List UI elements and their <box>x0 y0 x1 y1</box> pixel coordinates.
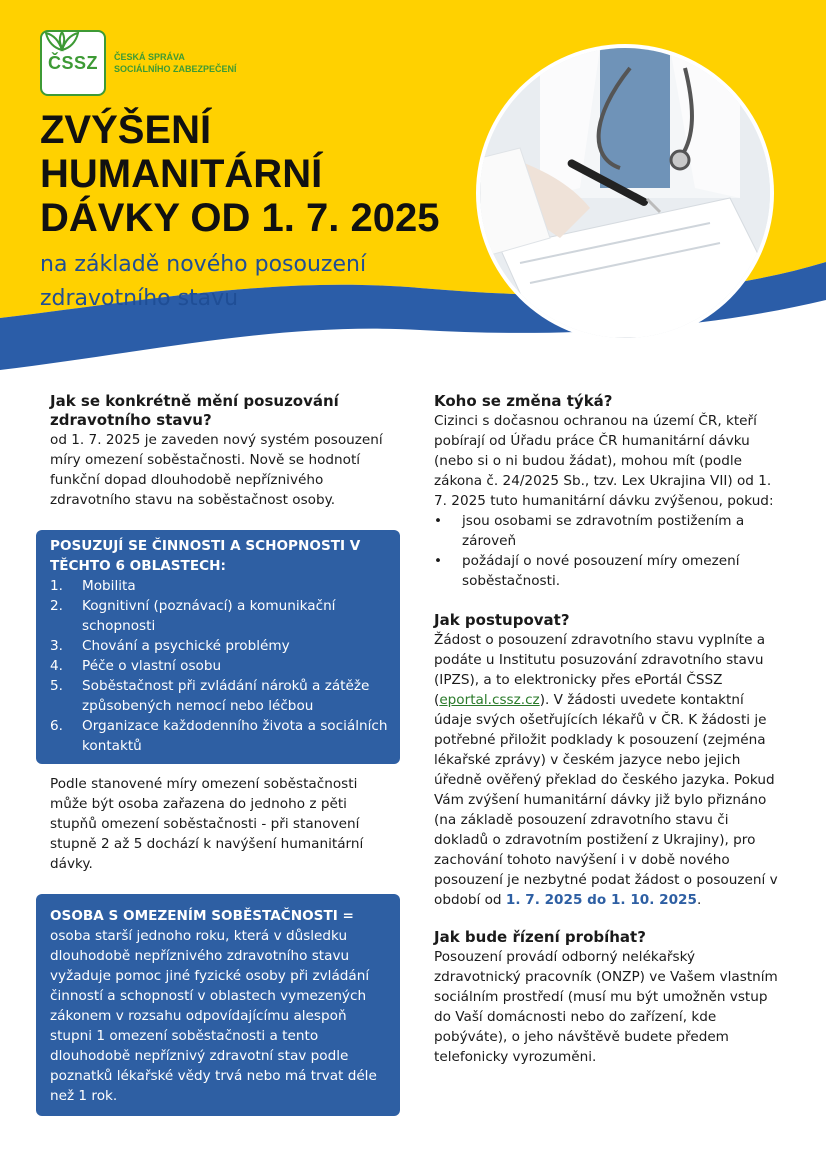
levels-paragraph: Podle stanovené míry omezení soběstačnosti může být osoba zařazena do jednoho z pěti stupňů omezení soběstačnosti - při stanovení stupně 2 až 5 dochází k navýšení humanitární dávky. <box>50 776 364 872</box>
areas-list <box>50 576 388 756</box>
cssz-logo <box>40 30 237 96</box>
leaf-icon <box>40 30 84 52</box>
q2-heading: Koho se změna týká? <box>434 392 613 410</box>
hero-banner <box>0 0 826 380</box>
areas-box-heading: POSUZUJÍ SE ČINNOSTI A SCHOPNOSTI V TĚCHTO 6 OBLASTECH: <box>50 538 361 574</box>
q1-text: od 1. 7. 2025 je zaveden nový systém posouzení míry omezení soběstačnosti. Nově se hodnotí funkční dopad dlouhodobě nepříznivého zdravotního stavu na soběstačnost osoby. <box>50 432 383 508</box>
list-item: • jsou osobami se zdravotním postižením a zároveň <box>434 513 745 549</box>
list-item: 3. Chování a psychické problémy <box>50 638 290 654</box>
doctor-photo <box>480 48 770 338</box>
right-column <box>434 392 780 1067</box>
levels-paragraph-wrap <box>50 774 380 874</box>
list-item: 2. Kognitivní (poznávací) a komunikační schopnosti <box>50 598 336 634</box>
q2-text: Cizinci s dočasnou ochranou na území ČR, kteří pobírají od Úřadu práce ČR humanitární dávku (nebo si o ni budou žádat), mohou mít (podle zákona č. 24/2025 Sb., tzv. Lex Ukrajina VII) od 1. 7. 2025 tuto humanitární dávku zvýšenou, pokud: <box>434 413 774 509</box>
list-item: 5. Soběstačnost při zvládání nároků a zátěže způsobených nemocí nebo léčbou <box>50 678 370 714</box>
list-item: 4. Péče o vlastní osobu <box>50 658 222 674</box>
q3-text: Žádost o posouzení zdravotního stavu vyplníte a podáte u Institutu posuzování zdravotního stavu (IPZS), a to elektronicky přes ePortál ČSSZ (eportal.cssz.cz). V žádosti uvedete kontaktní údaje svých ošetřujících lékařů v ČR. K žádosti je potřebné přiložit podklady k posouzení (zejména lékařské zprávy) v českém jazyce nebo jejich úředně ověřený překlad do českého jazyka. Pokud Vám zvýšení humanitární dávky již bylo přiznáno (na základě posouzení zdravotního stavu či dokladů o zdravotním postižení z Ukrajiny), pro zachování tohoto navýšení i v době nového posouzení je nezbytné podat žádost o posouzení v období od 1. 7. 2025 do 1. 10. 2025. <box>434 632 778 908</box>
logo-org-name: ČESKÁ SPRÁVA SOCIÁLNÍHO ZABEZPEČENÍ <box>114 52 237 74</box>
page-title: ZVÝŠENÍ HUMANITÁRNÍ DÁVKY OD 1. 7. 2025 <box>40 108 440 240</box>
q3-heading: Jak postupovat? <box>434 611 570 629</box>
definition-box <box>36 894 400 1116</box>
list-item: • požádají o nové posouzení míry omezení soběstačnosti. <box>434 553 740 589</box>
areas-box <box>36 530 400 764</box>
bullet-icon: • <box>434 513 443 529</box>
deadline-date: 1. 7. 2025 do 1. 10. 2025 <box>505 892 697 908</box>
q4-text: Posouzení provádí odborný nelékařský zdravotnický pracovník (ONZP) ve Vašem vlastním sociálním prostředí (musí mu být umožněn vstup do Vaší domácnosti nebo do zařízení, kde pobýváte), o jeho návštěvě budete předem telefonicky vyrozuměni. <box>434 949 778 1065</box>
page-subtitle: na základě nového posouzení zdravotního stavu <box>40 252 367 311</box>
q4-heading: Jak bude řízení probíhat? <box>434 928 646 946</box>
definition-heading: OSOBA S OMEZENÍM SOBĚSTAČNOSTI = <box>50 908 354 924</box>
list-item: 6. Organizace každodenního života a sociálních kontaktů <box>50 718 388 754</box>
eportal-link[interactable]: eportal.cssz.cz <box>439 692 540 708</box>
list-item: 1. Mobilita <box>50 578 136 594</box>
q1-heading: Jak se konkrétně mění posuzování zdravotního stavu? <box>50 392 339 429</box>
bullet-icon: • <box>434 553 443 569</box>
left-column <box>50 392 400 510</box>
logo-mark <box>40 30 106 96</box>
definition-text: osoba starší jednoho roku, která v důsledku dlouhodobě nepříznivého zdravotního stavu vyžaduje pomoc jiné fyzické osoby při zvládání činností a schopností v oblastech vymezených zákonem v rozsahu odpovídajícímu alespoň stupni 1 omezení soběstačnosti a tento dlouhodobě nepříznivý zdravotní stav podle poznatků lékařské vědy trvá nebo má trvat déle než 1 rok. <box>50 928 377 1104</box>
logo-abbr: ČSSZ <box>47 52 98 73</box>
conditions-list <box>434 511 780 591</box>
